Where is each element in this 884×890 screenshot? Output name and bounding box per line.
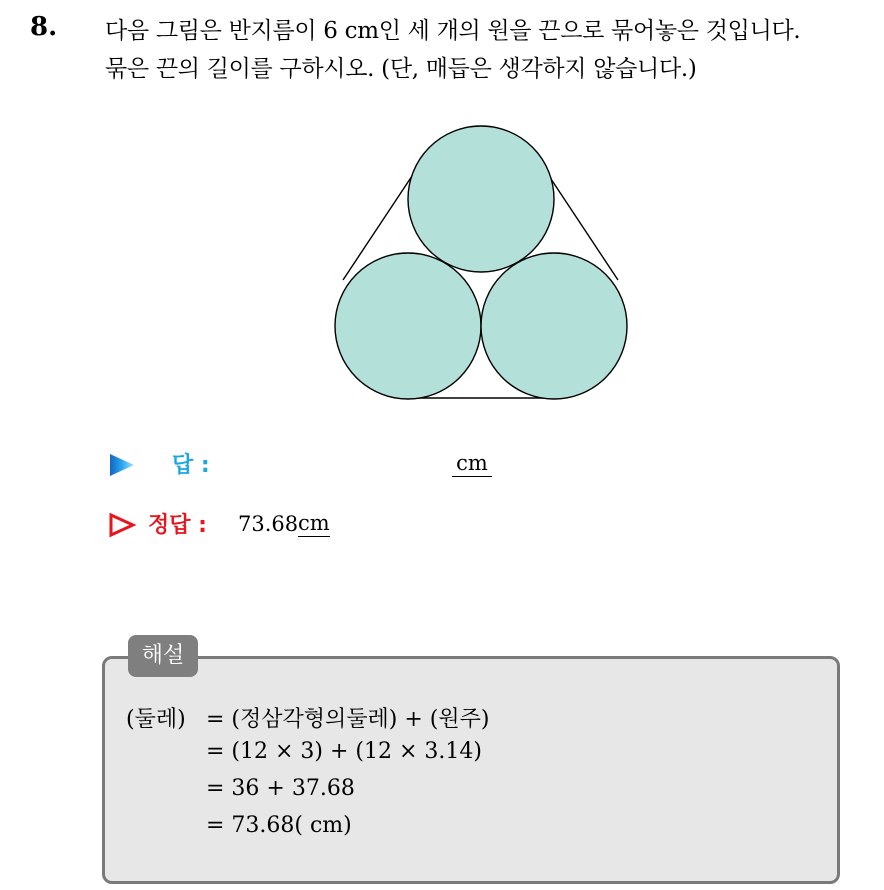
- filled-triangle-icon: [108, 452, 136, 478]
- answer-label: 답 :: [172, 453, 210, 478]
- solution-box: [102, 656, 840, 884]
- rope-right-segment: [549, 176, 618, 280]
- question-number: 8.: [30, 12, 58, 42]
- top-circle: [408, 126, 554, 272]
- correct-answer-unit: cm: [298, 511, 330, 535]
- rope-left-segment: [343, 176, 412, 280]
- answer-unit[interactable]: cm: [452, 452, 492, 477]
- correct-answer-label: 정답 :: [148, 513, 207, 538]
- solution-line-3: = 36 + 37.68: [206, 776, 355, 801]
- question-text: [105, 12, 875, 88]
- solution-tab: 해설: [128, 635, 198, 677]
- solution-line-4: = 73.68( cm): [206, 813, 352, 838]
- outline-triangle-icon: [108, 512, 136, 538]
- bottom-left-circle: [335, 253, 481, 399]
- answer-row: [108, 448, 528, 484]
- bottom-right-circle: [481, 253, 627, 399]
- question-line-1: 다음 그림은 반지름이 6 cm인 세 개의 원을 끈으로 묶어놓은 것입니다.: [105, 18, 801, 44]
- question-line-2: 묶은 끈의 길이를 구하시오. (단, 매듭은 생각하지 않습니다.): [105, 56, 697, 82]
- solution-lhs: (둘레): [126, 707, 186, 732]
- solution-line-1: = (정삼각형의둘레) + (원주): [206, 707, 490, 732]
- correct-answer-value: 73.68: [238, 512, 299, 536]
- solution-line-2: = (12 × 3) + (12 × 3.14): [206, 739, 482, 764]
- correct-answer-row: [108, 508, 528, 548]
